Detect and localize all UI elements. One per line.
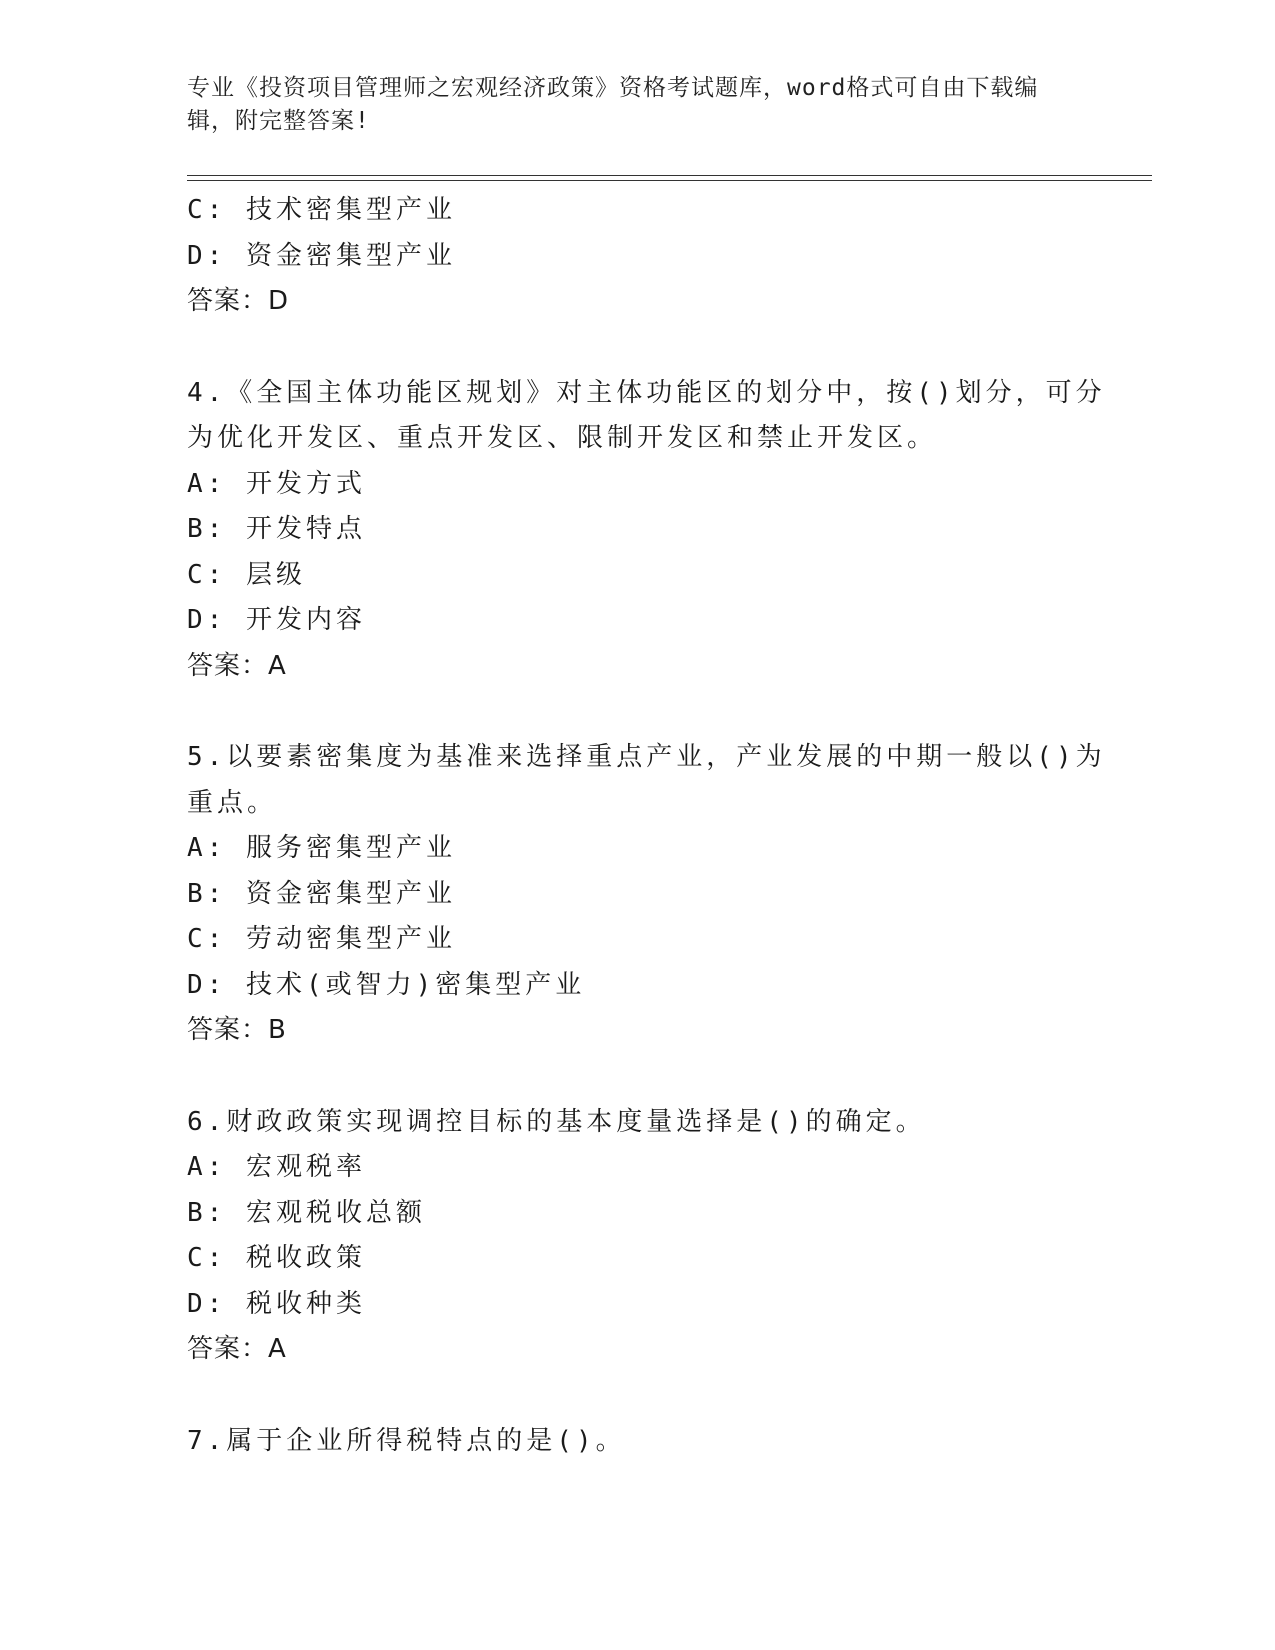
option-b: B: 资金密集型产业 bbox=[187, 878, 456, 909]
question-7 bbox=[187, 1419, 1087, 1465]
answer-line: 答案：B bbox=[187, 1015, 287, 1045]
question-4 bbox=[187, 371, 1106, 690]
page-header bbox=[187, 72, 1067, 138]
question-stem: 7.属于企业所得税特点的是()。 bbox=[187, 1425, 626, 1456]
option-b: B: 宏观税收总额 bbox=[187, 1197, 426, 1228]
answer-line: 答案：A bbox=[187, 650, 287, 681]
header-line-2: 辑，附完整答案! bbox=[187, 108, 370, 134]
option-c: C: 层级 bbox=[187, 559, 306, 590]
answer-line: 答案：D bbox=[187, 286, 290, 316]
question-stem: 4.《全国主体功能区规划》对主体功能区的划分中，按()划分，可分 bbox=[187, 377, 1106, 408]
question-6 bbox=[187, 1100, 1087, 1373]
question-5 bbox=[187, 735, 1106, 1054]
option-d: D: 税收种类 bbox=[187, 1288, 366, 1319]
option-c: C: 劳动密集型产业 bbox=[187, 924, 456, 954]
header-line-1: 专业《投资项目管理师之宏观经济政策》资格考试题库，word格式可自由下载编 bbox=[187, 75, 1039, 101]
question-3-continuation bbox=[187, 188, 1087, 325]
option-b: B: 开发特点 bbox=[187, 514, 366, 544]
option-a: A: 宏观税率 bbox=[187, 1152, 366, 1182]
question-stem: 6.财政政策实现调控目标的基本度量选择是()的确定。 bbox=[187, 1106, 926, 1137]
option-c: C: 税收政策 bbox=[187, 1243, 366, 1273]
question-stem: 为优化开发区、重点开发区、限制开发区和禁止开发区。 bbox=[187, 423, 938, 453]
option-d: D: 开发内容 bbox=[187, 605, 366, 635]
header-divider bbox=[187, 175, 1152, 181]
question-stem: 重点。 bbox=[187, 787, 278, 818]
option-c: C: 技术密集型产业 bbox=[187, 195, 456, 225]
option-a: A: 开发方式 bbox=[187, 468, 366, 499]
question-list bbox=[187, 188, 1106, 1464]
answer-line: 答案：A bbox=[187, 1334, 287, 1364]
option-a: A: 服务密集型产业 bbox=[187, 833, 456, 863]
option-d: D: 资金密集型产业 bbox=[187, 240, 456, 271]
option-d: D: 技术(或智力)密集型产业 bbox=[187, 969, 586, 1000]
question-stem: 5.以要素密集度为基准来选择重点产业，产业发展的中期一般以()为 bbox=[187, 742, 1106, 772]
